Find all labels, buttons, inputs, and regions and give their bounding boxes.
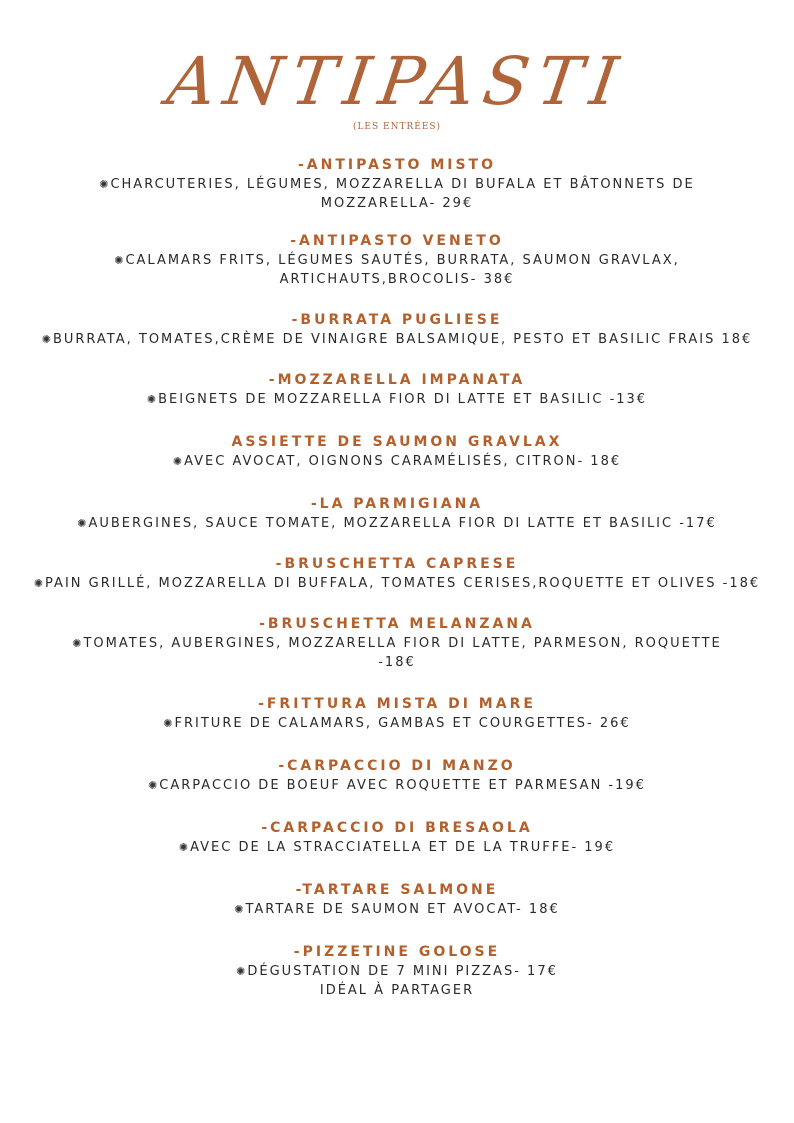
menu-item [20, 310, 774, 349]
menu-item [20, 694, 774, 733]
menu-item [20, 370, 774, 409]
bullet-icon: ✺ [41, 333, 53, 346]
bullet-icon: ✺ [146, 393, 159, 406]
menu-item [20, 942, 774, 1000]
menu-items [20, 155, 774, 1000]
item-name: -BURRATA PUGLIESE [291, 312, 503, 328]
item-name: ASSIETTE DE SAUMON GRAVLAX [231, 434, 563, 450]
bullet-icon: ✺ [172, 455, 185, 468]
bullet-icon: ✺ [234, 903, 246, 916]
bullet-icon: ✺ [148, 779, 160, 792]
item-name: -TARTARE SALMONE [295, 882, 499, 898]
menu-item [20, 880, 774, 919]
item-description-extra: IDÉAL À PARTAGER [319, 983, 475, 998]
bullet-icon: ✺ [114, 254, 126, 267]
item-description: AVEC AVOCAT, OIGNONS CARAMÉLISÉS, CITRON- 18€ [184, 454, 622, 469]
item-name: -BRUSCHETTA MELANZANA [259, 616, 535, 632]
menu-item [20, 756, 774, 795]
item-description: PAIN GRILLÉ, MOZZARELLA DI BUFFALA, TOMATES CERISES,ROQUETTE ET OLIVES -18€ [45, 576, 761, 591]
menu-item [20, 614, 774, 672]
menu-item [20, 155, 774, 213]
menu-item [20, 494, 774, 533]
menu-item [20, 554, 774, 593]
item-description: BEIGNETS DE MOZZARELLA FIOR DI LATTE ET BASILIC -13€ [158, 392, 648, 407]
item-name: -PIZZETINE GOLOSE [293, 944, 501, 960]
bullet-icon: ✺ [77, 517, 89, 530]
page-subtitle: (LES ENTRÉES) [352, 122, 442, 132]
bullet-icon: ✺ [163, 717, 175, 730]
item-description: AUBERGINES, SAUCE TOMATE, MOZZARELLA FIOR DI LATTE ET BASILIC -17€ [88, 516, 717, 531]
bullet-icon: ✺ [178, 841, 191, 854]
item-description: TOMATES, AUBERGINES, MOZZARELLA FIOR DI LATTE, PARMESON, ROQUETTE -18€ [83, 636, 722, 670]
bullet-icon: ✺ [99, 178, 111, 191]
item-description: CARPACCIO DE BOEUF AVEC ROQUETTE ET PARMESAN -19€ [159, 778, 646, 793]
item-description: AVEC DE LA STRACCIATELLA ET DE LA TRUFFE- 19€ [190, 840, 616, 855]
bullet-icon: ✺ [33, 577, 46, 590]
menu-item [20, 432, 774, 471]
page-title: ANTIPASTI [162, 43, 632, 120]
item-description: CALAMARS FRITS, LÉGUMES SAUTÉS, BURRATA, SAUMON GRAVLAX, ARTICHAUTS,BROCOLIS- 38€ [125, 253, 680, 287]
menu-item [20, 818, 774, 857]
item-description: TARTARE DE SAUMON ET AVOCAT- 18€ [245, 902, 560, 917]
item-description: BURRATA, TOMATES,CRÈME DE VINAIGRE BALSAMIQUE, PESTO ET BASILIC FRAIS 18€ [52, 332, 753, 347]
item-name: -MOZZARELLA IMPANATA [268, 372, 526, 388]
bullet-icon: ✺ [236, 965, 248, 978]
bullet-icon: ✺ [72, 637, 84, 650]
item-description: CHARCUTERIES, LÉGUMES, MOZZARELLA DI BUFALA ET BÂTONNETS DE MOZZARELLA- 29€ [110, 177, 695, 211]
item-name: -LA PARMIGIANA [310, 496, 484, 512]
item-name: -CARPACCIO DI MANZO [278, 758, 516, 774]
item-description: FRITURE DE CALAMARS, GAMBAS ET COURGETTES- 26€ [174, 716, 631, 731]
item-name: -FRITTURA MISTA DI MARE [258, 696, 536, 712]
item-name: -ANTIPASTO MISTO [297, 157, 496, 173]
menu-item [20, 231, 774, 289]
item-description: DÉGUSTATION DE 7 MINI PIZZAS- 17€ [247, 964, 558, 979]
item-name: -BRUSCHETTA CAPRESE [275, 556, 519, 572]
item-name: -CARPACCIO DI BRESAOLA [261, 820, 533, 836]
item-name: -ANTIPASTO VENETO [290, 233, 504, 249]
